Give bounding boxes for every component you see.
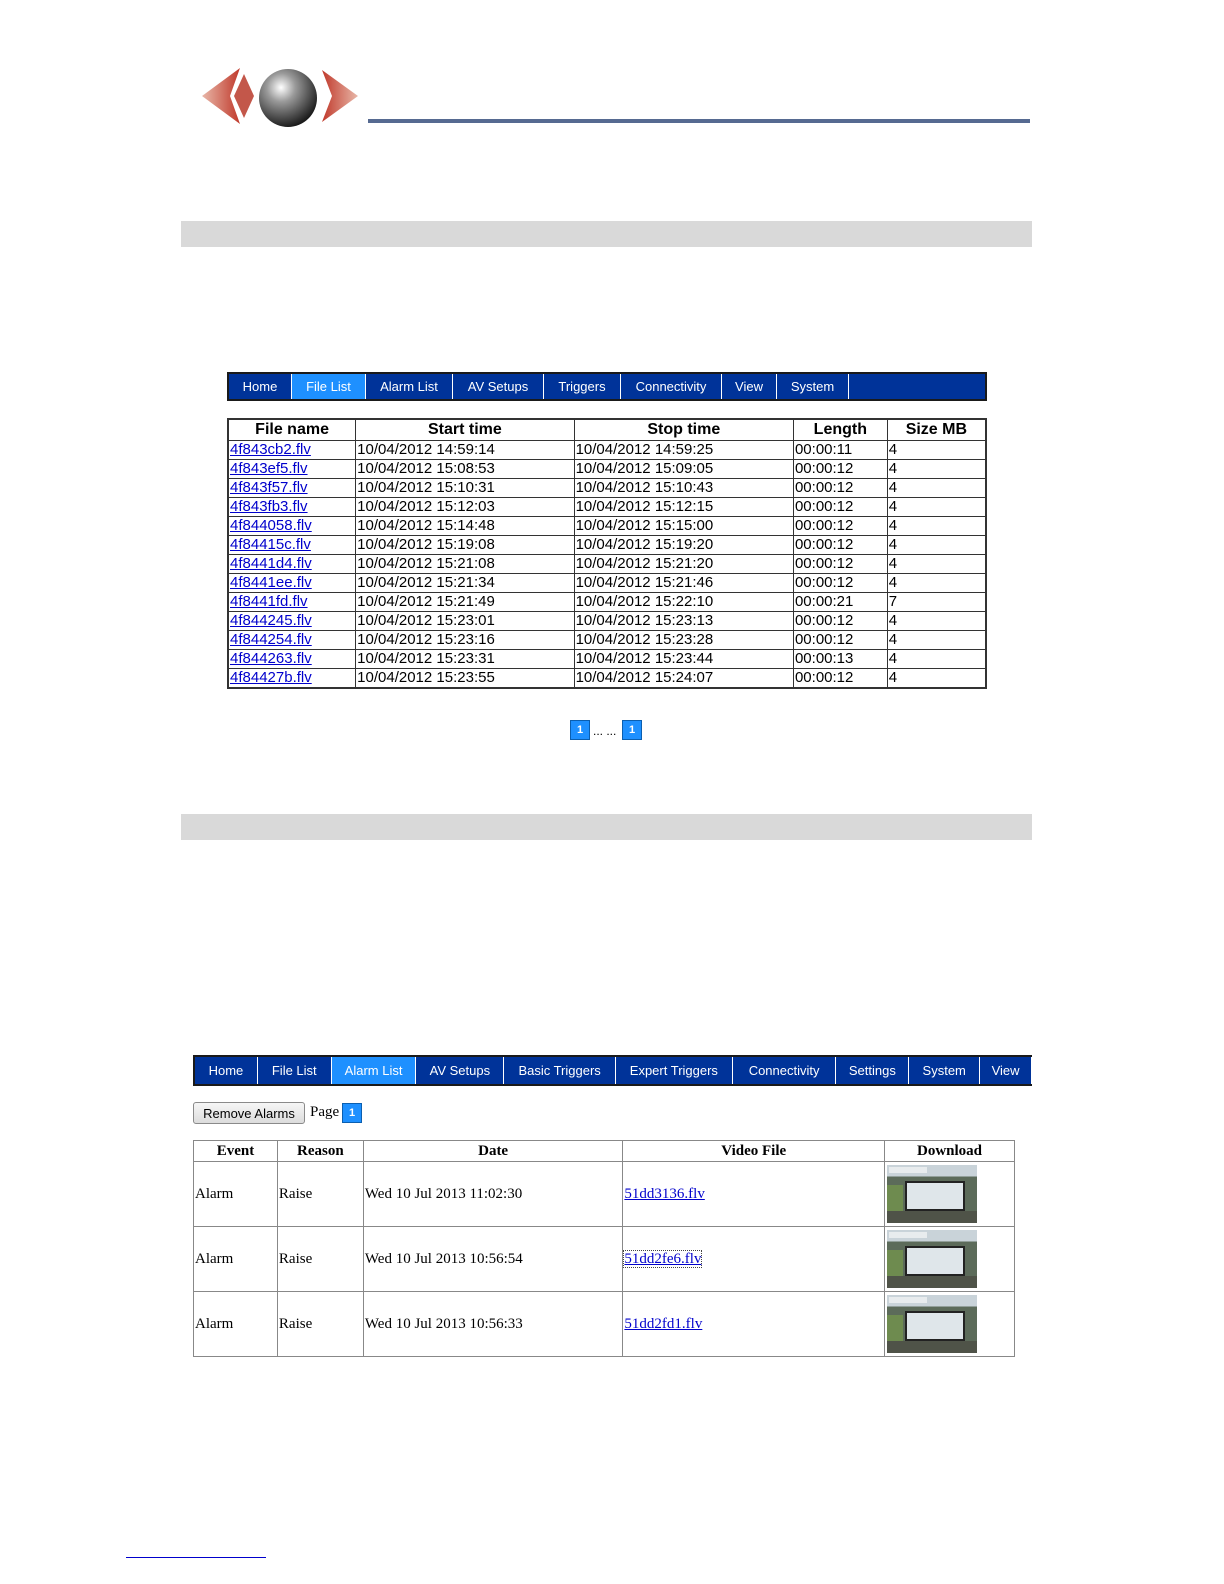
size-cell: 4 bbox=[887, 612, 986, 631]
page-label: Page bbox=[310, 1104, 340, 1120]
download-cell bbox=[885, 1292, 1015, 1357]
file-link[interactable]: 4f844254.flv bbox=[230, 631, 312, 648]
column-header-download: Download bbox=[885, 1141, 1015, 1162]
stop-time-cell: 10/04/2012 15:10:43 bbox=[574, 479, 793, 498]
table-row bbox=[228, 498, 986, 517]
size-cell: 4 bbox=[887, 650, 986, 669]
reason-cell: Raise bbox=[277, 1162, 363, 1227]
section-bar-2 bbox=[181, 814, 1032, 840]
nav-bar-alarm-list bbox=[193, 1055, 1032, 1086]
column-header-event: Event bbox=[194, 1141, 278, 1162]
file-link[interactable]: 4f8441fd.flv bbox=[230, 593, 308, 610]
alarm-page-button[interactable]: 1 bbox=[342, 1103, 362, 1123]
length-cell: 00:00:12 bbox=[793, 612, 887, 631]
file-name-cell bbox=[228, 631, 356, 650]
nav-item-expert-triggers[interactable]: Expert Triggers bbox=[616, 1057, 733, 1084]
nav-item-av-setups[interactable]: AV Setups bbox=[453, 374, 544, 399]
file-link[interactable]: 4f844263.flv bbox=[230, 650, 312, 667]
file-name-cell bbox=[228, 555, 356, 574]
file-link[interactable]: 4f843fb3.flv bbox=[230, 498, 308, 515]
alarm-list-table bbox=[193, 1140, 1015, 1357]
size-cell: 4 bbox=[887, 479, 986, 498]
event-cell: Alarm bbox=[194, 1227, 278, 1292]
nav-item-connectivity[interactable]: Connectivity bbox=[621, 374, 722, 399]
alarm-row bbox=[194, 1162, 1015, 1227]
reason-cell: Raise bbox=[277, 1292, 363, 1357]
page-button-last[interactable]: 1 bbox=[622, 720, 642, 740]
nav-item-home[interactable]: Home bbox=[195, 1057, 258, 1084]
event-cell: Alarm bbox=[194, 1162, 278, 1227]
length-cell: 00:00:21 bbox=[793, 593, 887, 612]
stop-time-cell: 10/04/2012 15:21:46 bbox=[574, 574, 793, 593]
start-time-cell: 10/04/2012 15:21:34 bbox=[356, 574, 574, 593]
column-header-length: Length bbox=[793, 419, 887, 441]
file-link[interactable]: 4f843f57.flv bbox=[230, 479, 308, 496]
company-logo bbox=[200, 66, 360, 130]
stop-time-cell: 10/04/2012 15:22:10 bbox=[574, 593, 793, 612]
nav-item-file-list[interactable]: File List bbox=[258, 1057, 332, 1084]
nav-item-triggers[interactable]: Triggers bbox=[544, 374, 621, 399]
size-cell: 4 bbox=[887, 536, 986, 555]
footer-rule bbox=[126, 1557, 266, 1558]
nav-item-connectivity[interactable]: Connectivity bbox=[733, 1057, 837, 1084]
column-header-start-time: Start time bbox=[356, 419, 574, 441]
file-link[interactable]: 4f843ef5.flv bbox=[230, 460, 308, 477]
alarm-row bbox=[194, 1227, 1015, 1292]
length-cell: 00:00:12 bbox=[793, 498, 887, 517]
start-time-cell: 10/04/2012 15:12:03 bbox=[356, 498, 574, 517]
file-name-cell bbox=[228, 669, 356, 689]
size-cell: 4 bbox=[887, 555, 986, 574]
length-cell: 00:00:12 bbox=[793, 517, 887, 536]
reason-cell: Raise bbox=[277, 1227, 363, 1292]
file-name-cell bbox=[228, 536, 356, 555]
file-link[interactable]: 4f844058.flv bbox=[230, 517, 312, 534]
file-name-cell bbox=[228, 650, 356, 669]
alarm-row bbox=[194, 1292, 1015, 1357]
table-row bbox=[228, 593, 986, 612]
start-time-cell: 10/04/2012 14:59:14 bbox=[356, 441, 574, 460]
column-header-file-name: File name bbox=[228, 419, 356, 441]
file-list-table bbox=[227, 418, 987, 689]
file-name-cell bbox=[228, 612, 356, 631]
table-header-row bbox=[228, 419, 986, 441]
size-cell: 4 bbox=[887, 460, 986, 479]
file-link[interactable]: 4f843cb2.flv bbox=[230, 441, 311, 458]
file-link[interactable]: 4f8441ee.flv bbox=[230, 574, 312, 591]
download-cell bbox=[885, 1227, 1015, 1292]
stop-time-cell: 10/04/2012 15:21:20 bbox=[574, 555, 793, 574]
video-file-cell bbox=[623, 1227, 885, 1292]
file-name-cell bbox=[228, 574, 356, 593]
column-header-stop-time: Stop time bbox=[574, 419, 793, 441]
table-row bbox=[228, 631, 986, 650]
video-file-link[interactable]: 51dd3136.flv bbox=[624, 1185, 705, 1202]
video-file-link[interactable]: 51dd2fd1.flv bbox=[624, 1315, 703, 1332]
video-file-cell bbox=[623, 1162, 885, 1227]
stop-time-cell: 10/04/2012 15:23:13 bbox=[574, 612, 793, 631]
table-row bbox=[228, 479, 986, 498]
nav-item-file-list[interactable]: File List bbox=[292, 374, 366, 399]
nav-item-view[interactable]: View bbox=[980, 1057, 1032, 1084]
video-thumbnail[interactable] bbox=[887, 1230, 977, 1288]
size-cell: 4 bbox=[887, 574, 986, 593]
size-cell: 4 bbox=[887, 441, 986, 460]
length-cell: 00:00:12 bbox=[793, 555, 887, 574]
header-rule bbox=[368, 119, 1030, 123]
nav-item-basic-triggers[interactable]: Basic Triggers bbox=[504, 1057, 616, 1084]
length-cell: 00:00:12 bbox=[793, 479, 887, 498]
column-header-date: Date bbox=[363, 1141, 623, 1162]
remove-alarms-button[interactable]: Remove Alarms bbox=[193, 1102, 305, 1124]
nav-item-system[interactable]: System bbox=[777, 374, 849, 399]
stop-time-cell: 10/04/2012 15:15:00 bbox=[574, 517, 793, 536]
date-cell: Wed 10 Jul 2013 10:56:33 bbox=[363, 1292, 623, 1357]
start-time-cell: 10/04/2012 15:23:01 bbox=[356, 612, 574, 631]
size-cell: 4 bbox=[887, 517, 986, 536]
nav-item-home[interactable]: Home bbox=[229, 374, 292, 399]
file-name-cell bbox=[228, 593, 356, 612]
table-row bbox=[228, 574, 986, 593]
stop-time-cell: 10/04/2012 15:12:15 bbox=[574, 498, 793, 517]
table-row bbox=[228, 460, 986, 479]
stop-time-cell: 10/04/2012 15:19:20 bbox=[574, 536, 793, 555]
nav-item-settings[interactable]: Settings bbox=[836, 1057, 909, 1084]
size-cell: 4 bbox=[887, 498, 986, 517]
video-file-link[interactable]: 51dd2fe6.flv bbox=[624, 1250, 702, 1267]
start-time-cell: 10/04/2012 15:23:55 bbox=[356, 669, 574, 689]
start-time-cell: 10/04/2012 15:14:48 bbox=[356, 517, 574, 536]
stop-time-cell: 10/04/2012 15:23:28 bbox=[574, 631, 793, 650]
column-header-video-file: Video File bbox=[623, 1141, 885, 1162]
table-row bbox=[228, 669, 986, 689]
date-cell: Wed 10 Jul 2013 10:56:54 bbox=[363, 1227, 623, 1292]
length-cell: 00:00:12 bbox=[793, 574, 887, 593]
size-cell: 4 bbox=[887, 631, 986, 650]
file-name-cell bbox=[228, 479, 356, 498]
start-time-cell: 10/04/2012 15:23:16 bbox=[356, 631, 574, 650]
file-name-cell bbox=[228, 498, 356, 517]
start-time-cell: 10/04/2012 15:23:31 bbox=[356, 650, 574, 669]
file-name-cell bbox=[228, 441, 356, 460]
start-time-cell: 10/04/2012 15:08:53 bbox=[356, 460, 574, 479]
table-row bbox=[228, 536, 986, 555]
nav-item-system[interactable]: System bbox=[909, 1057, 980, 1084]
nav-bar-file-list bbox=[227, 372, 987, 401]
file-name-cell bbox=[228, 517, 356, 536]
size-cell: 4 bbox=[887, 669, 986, 689]
video-file-cell bbox=[623, 1292, 885, 1357]
length-cell: 00:00:12 bbox=[793, 669, 887, 689]
nav-item-alarm-list[interactable]: Alarm List bbox=[366, 374, 453, 399]
column-header-reason: Reason bbox=[277, 1141, 363, 1162]
event-cell: Alarm bbox=[194, 1292, 278, 1357]
length-cell: 00:00:13 bbox=[793, 650, 887, 669]
stop-time-cell: 10/04/2012 14:59:25 bbox=[574, 441, 793, 460]
start-time-cell: 10/04/2012 15:19:08 bbox=[356, 536, 574, 555]
table-row bbox=[228, 441, 986, 460]
start-time-cell: 10/04/2012 15:21:08 bbox=[356, 555, 574, 574]
stop-time-cell: 10/04/2012 15:09:05 bbox=[574, 460, 793, 479]
page-button-first[interactable]: 1 bbox=[570, 720, 590, 740]
nav-item-view[interactable]: View bbox=[722, 374, 777, 399]
download-cell bbox=[885, 1162, 1015, 1227]
size-cell: 7 bbox=[887, 593, 986, 612]
section-bar-1 bbox=[181, 221, 1032, 247]
stop-time-cell: 10/04/2012 15:24:07 bbox=[574, 669, 793, 689]
nav-item-av-setups[interactable]: AV Setups bbox=[416, 1057, 504, 1084]
file-link[interactable]: 4f84427b.flv bbox=[230, 669, 312, 686]
table-row bbox=[228, 650, 986, 669]
table-row bbox=[228, 555, 986, 574]
video-thumbnail[interactable] bbox=[887, 1165, 977, 1223]
date-cell: Wed 10 Jul 2013 11:02:30 bbox=[363, 1162, 623, 1227]
nav-item-alarm-list[interactable]: Alarm List bbox=[332, 1057, 417, 1084]
start-time-cell: 10/04/2012 15:10:31 bbox=[356, 479, 574, 498]
pagination-ellipsis: ... ... bbox=[593, 724, 617, 738]
alarm-table-header-row bbox=[194, 1141, 1015, 1162]
file-link[interactable]: 4f844245.flv bbox=[230, 612, 312, 629]
file-name-cell bbox=[228, 460, 356, 479]
table-row bbox=[228, 517, 986, 536]
column-header-size: Size MB bbox=[887, 419, 986, 441]
stop-time-cell: 10/04/2012 15:23:44 bbox=[574, 650, 793, 669]
length-cell: 00:00:12 bbox=[793, 631, 887, 650]
length-cell: 00:00:11 bbox=[793, 441, 887, 460]
file-link[interactable]: 4f84415c.flv bbox=[230, 536, 311, 553]
start-time-cell: 10/04/2012 15:21:49 bbox=[356, 593, 574, 612]
length-cell: 00:00:12 bbox=[793, 460, 887, 479]
video-thumbnail[interactable] bbox=[887, 1295, 977, 1353]
length-cell: 00:00:12 bbox=[793, 536, 887, 555]
table-row bbox=[228, 612, 986, 631]
file-link[interactable]: 4f8441d4.flv bbox=[230, 555, 312, 572]
